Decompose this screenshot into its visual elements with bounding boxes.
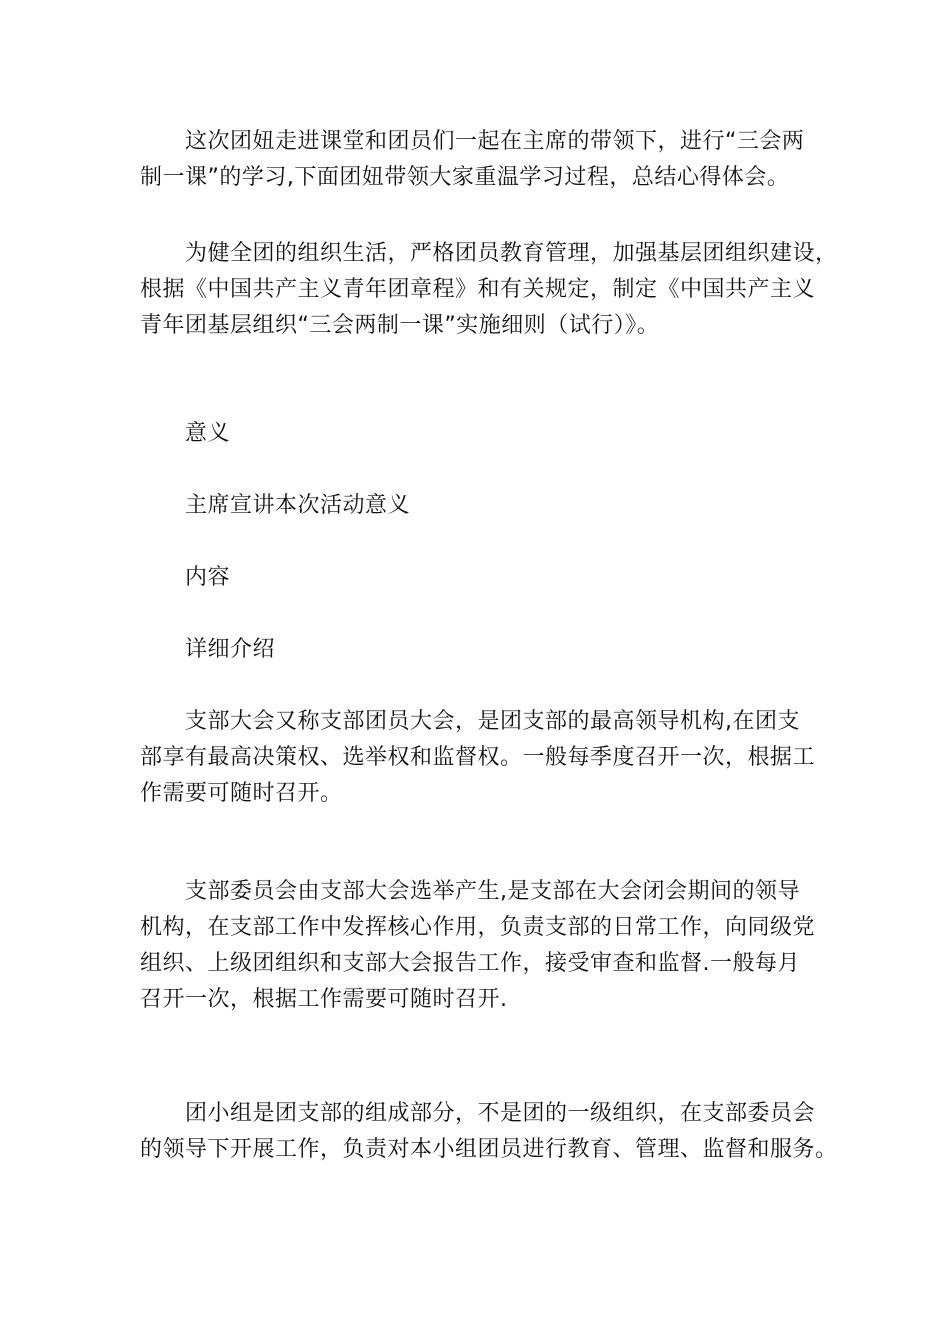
text-line: 根据《中国共产主义青年团章程》和有关规定，制定《中国共产主义 [140,277,816,302]
text-line: 为健全团的组织生活，严格团员教育管理，加强基层团组织建设， [185,241,838,266]
text-line: 青年团基层组织“三会两制一课”实施细则（试行）》。 [140,313,660,338]
text-line: 机构，在支部工作中发挥核心作用，负责支部的日常工作，向同级党 [140,915,816,940]
paragraph-team-group [140,1096,840,1168]
text-line: 支部委员会由支部大会选举产生,是支部在大会闭会期间的领导 [185,879,800,904]
text-line: 召开一次，根据工作需要可随时召开. [140,987,508,1012]
text-line: 组织、上级团组织和支部大会报告工作，接受审查和监督.一般每月 [140,951,800,976]
text-line: 主席宣讲本次活动意义 [185,493,411,518]
text-line: 详细介绍 [185,637,276,662]
heading-significance [140,416,840,452]
text-line: 团小组是团支部的组成部分，不是团的一级组织，在支部委员会 [185,1101,816,1126]
paragraph-purpose [140,236,840,344]
paragraph-significance [140,488,840,524]
text-line: 制一课”的学习,下面团妞带领大家重温学习过程，总结心得体会。 [140,165,790,190]
text-line: 的领导下开展工作，负责对本小组团员进行教育、管理、监督和服务。 [140,1137,838,1162]
text-line: 内容 [185,565,231,590]
text-line: 支部大会又称支部团员大会，是团支部的最高领导机构,在团支 [185,709,800,734]
paragraph-details [140,632,840,668]
text-line: 意义 [185,421,231,446]
text-line: 部享有最高决策权、选举权和监督权。一般每季度召开一次，根据工 [140,745,816,770]
paragraph-branch-assembly [140,704,840,812]
heading-content [140,560,840,596]
paragraph-branch-committee [140,874,840,1018]
paragraph-intro [140,124,840,196]
text-line: 这次团妞走进课堂和团员们一起在主席的带领下，进行“三会两 [185,129,805,154]
text-line: 作需要可随时召开。 [140,781,343,806]
